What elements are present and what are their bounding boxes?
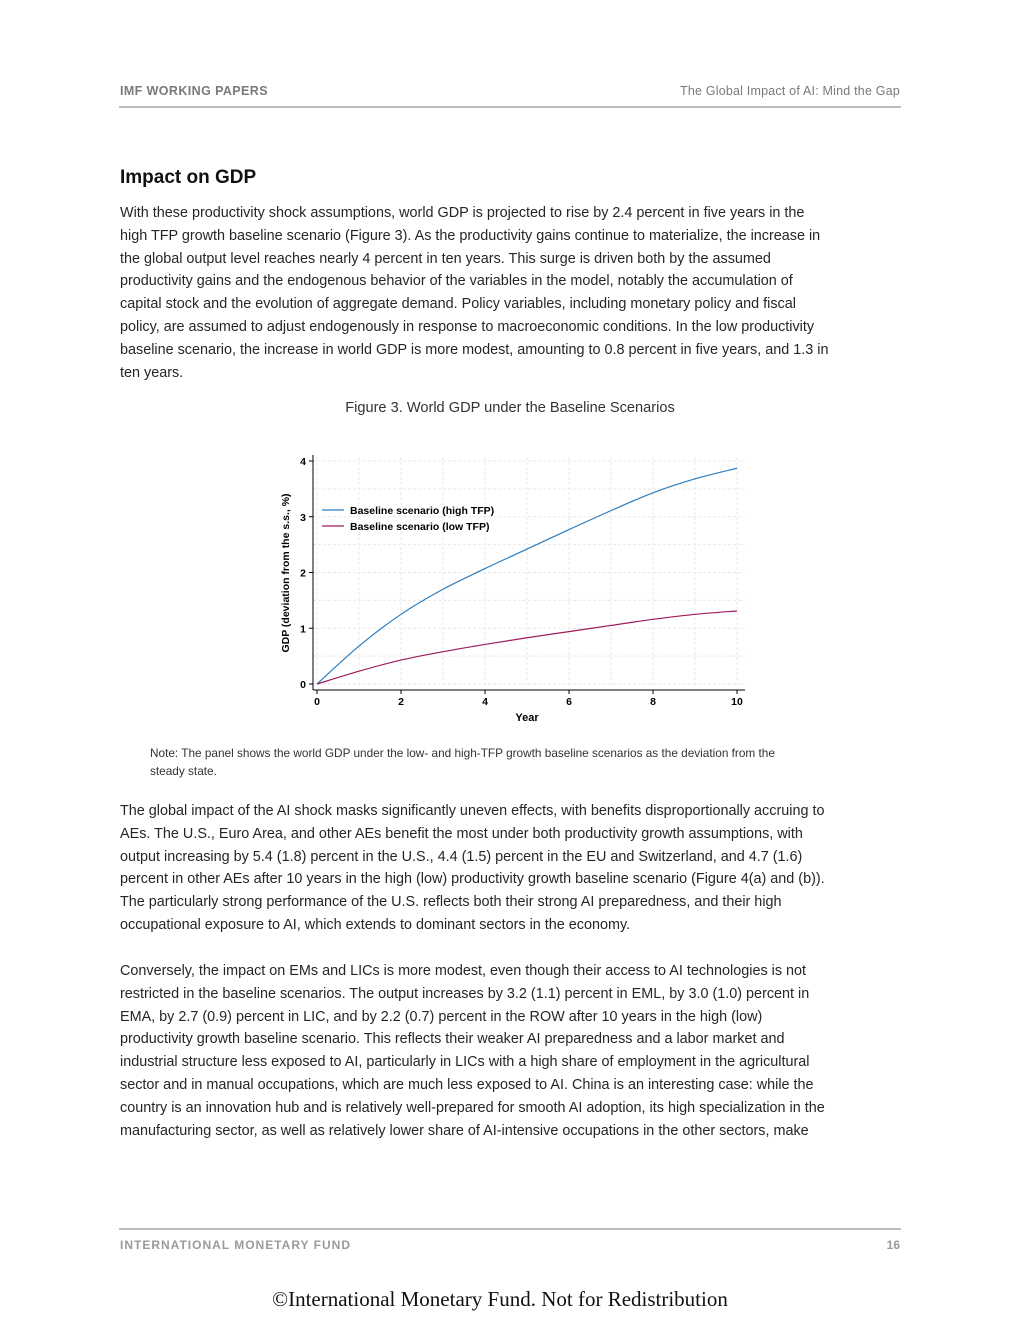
paragraph-line: baseline scenario, the increase in world GDP is more modest, amounting to 0.8 percent in five years, and 1.3 in xyxy=(120,341,829,358)
header-rule xyxy=(119,106,901,108)
paragraph-line: policy, are assumed to adjust endogenously in response to macroeconomic conditions. In the low productivity xyxy=(120,318,815,335)
copyright-notice: ©International Monetary Fund. Not for Redistribution xyxy=(272,1287,728,1311)
note-line: steady state. xyxy=(150,764,217,778)
gdp-line-chart xyxy=(270,440,760,740)
figure-title: Figure 3. World GDP under the Baseline Scenarios xyxy=(345,400,675,416)
paragraph-line: the global output level reaches nearly 4 percent in ten years. This surge is driven both by the assumed xyxy=(120,250,771,267)
running-header-right: The Global Impact of AI: Mind the Gap xyxy=(679,84,900,98)
paragraph-line: productivity gains and the endogenous behavior of the variables in the model, notably the accumulation of xyxy=(120,273,793,290)
legend-label: Baseline scenario (high TFP) xyxy=(350,505,495,517)
paragraph-line: capital stock and the evolution of aggregate demand. Policy variables, including monetary policy and fiscal xyxy=(120,296,796,313)
section-title: Impact on GDP xyxy=(120,167,257,188)
paragraph-line: high TFP growth baseline scenario (Figure 3). As the productivity gains continue to materialize, the increase in xyxy=(120,227,821,244)
chart-axes xyxy=(300,455,745,708)
paragraph-line: occupational exposure to AI, which extends to dominant sectors in the economy. xyxy=(120,916,631,933)
paragraph-line: productivity growth baseline scenario. This reflects their weaker AI preparedness and a labor market and xyxy=(120,1031,785,1048)
paragraph-line: EMA, by 2.7 (0.9) percent in LIC, and by 2.2 (0.7) percent in the ROW after 10 years in the high (low) xyxy=(120,1008,763,1025)
y-tick-label: 3 xyxy=(300,511,306,524)
paragraph-line: industrial structure less exposed to AI, particularly in LICs with a high share of employment in the agricultural xyxy=(120,1054,810,1071)
paragraph-line: ten years. xyxy=(120,364,184,381)
paragraph-line: output increasing by 5.4 (1.8) percent in the U.S., 4.4 (1.5) percent in the EU and Switzerland, and 4.7 (1.6) xyxy=(120,848,803,865)
paragraph-3 xyxy=(120,960,902,1142)
paragraph-line: Conversely, the impact on EMs and LICs is more modest, even though their access to AI technologies is not xyxy=(120,963,807,979)
y-tick-label: 1 xyxy=(300,623,306,636)
running-header-left: IMF WORKING PAPERS xyxy=(120,84,268,98)
paragraph-line: The global impact of the AI shock masks significantly uneven effects, with benefits disproportionally accruing to xyxy=(120,803,825,819)
series-line-high-tfp xyxy=(317,468,737,684)
footer-rule xyxy=(119,1228,901,1230)
paragraph-line: restricted in the baseline scenarios. The output increases by 3.2 (1.1) percent in EML, by 3.0 (1.0) percent in xyxy=(120,985,810,1002)
y-tick-label: 4 xyxy=(300,456,306,468)
paragraph-line: AEs. The U.S., Euro Area, and other AEs benefit the most under both productivity growth assumptions, with xyxy=(120,825,803,842)
x-tick-label: 10 xyxy=(731,696,743,708)
paragraph-line: country is an innovation hub and is relatively well-prepared for smooth AI adoption, its high specialization in the xyxy=(120,1099,825,1116)
paragraph-line: The particularly strong performance of the U.S. reflects both their strong AI preparedness, and their high xyxy=(120,894,782,911)
y-tick-label: 2 xyxy=(300,567,306,580)
footer-publisher: INTERNATIONAL MONETARY FUND xyxy=(120,1238,351,1252)
paragraph-line: sector and in manual occupations, which are much less exposed to AI. China is an interesting case: while the xyxy=(120,1076,814,1093)
y-axis-title: GDP (deviation from the s.s., %) xyxy=(280,493,292,653)
paragraph-line: With these productivity shock assumptions, world GDP is projected to rise by 2.4 percent in five years in the xyxy=(120,205,805,221)
paragraph-line: manufacturing sector, as well as relatively lower share of AI-intensive occupations in the other sectors, make xyxy=(120,1122,809,1139)
paragraph-2 xyxy=(120,800,902,937)
x-tick-label: 2 xyxy=(398,696,404,708)
page-number: 16 xyxy=(886,1238,900,1252)
x-tick-label: 8 xyxy=(650,696,656,708)
y-tick-label: 0 xyxy=(300,679,306,691)
paragraph-line: percent in other AEs after 10 years in the high (low) productivity growth baseline scenario (Figure 4(a) and (b)). xyxy=(120,871,825,888)
x-axis-title: Year xyxy=(515,712,539,724)
x-tick-label: 4 xyxy=(482,696,488,708)
note-line: Note: The panel shows the world GDP under the low- and high-TFP growth baseline scenarios as the deviation from the xyxy=(150,746,775,760)
paragraph-1 xyxy=(120,202,902,384)
x-tick-label: 6 xyxy=(566,696,572,708)
legend-label: Baseline scenario (low TFP) xyxy=(350,521,490,533)
chart-legend xyxy=(322,505,494,533)
figure-note xyxy=(150,744,890,780)
chart-series xyxy=(317,468,737,684)
x-tick-label: 0 xyxy=(314,696,320,708)
chart-grid xyxy=(313,457,745,684)
